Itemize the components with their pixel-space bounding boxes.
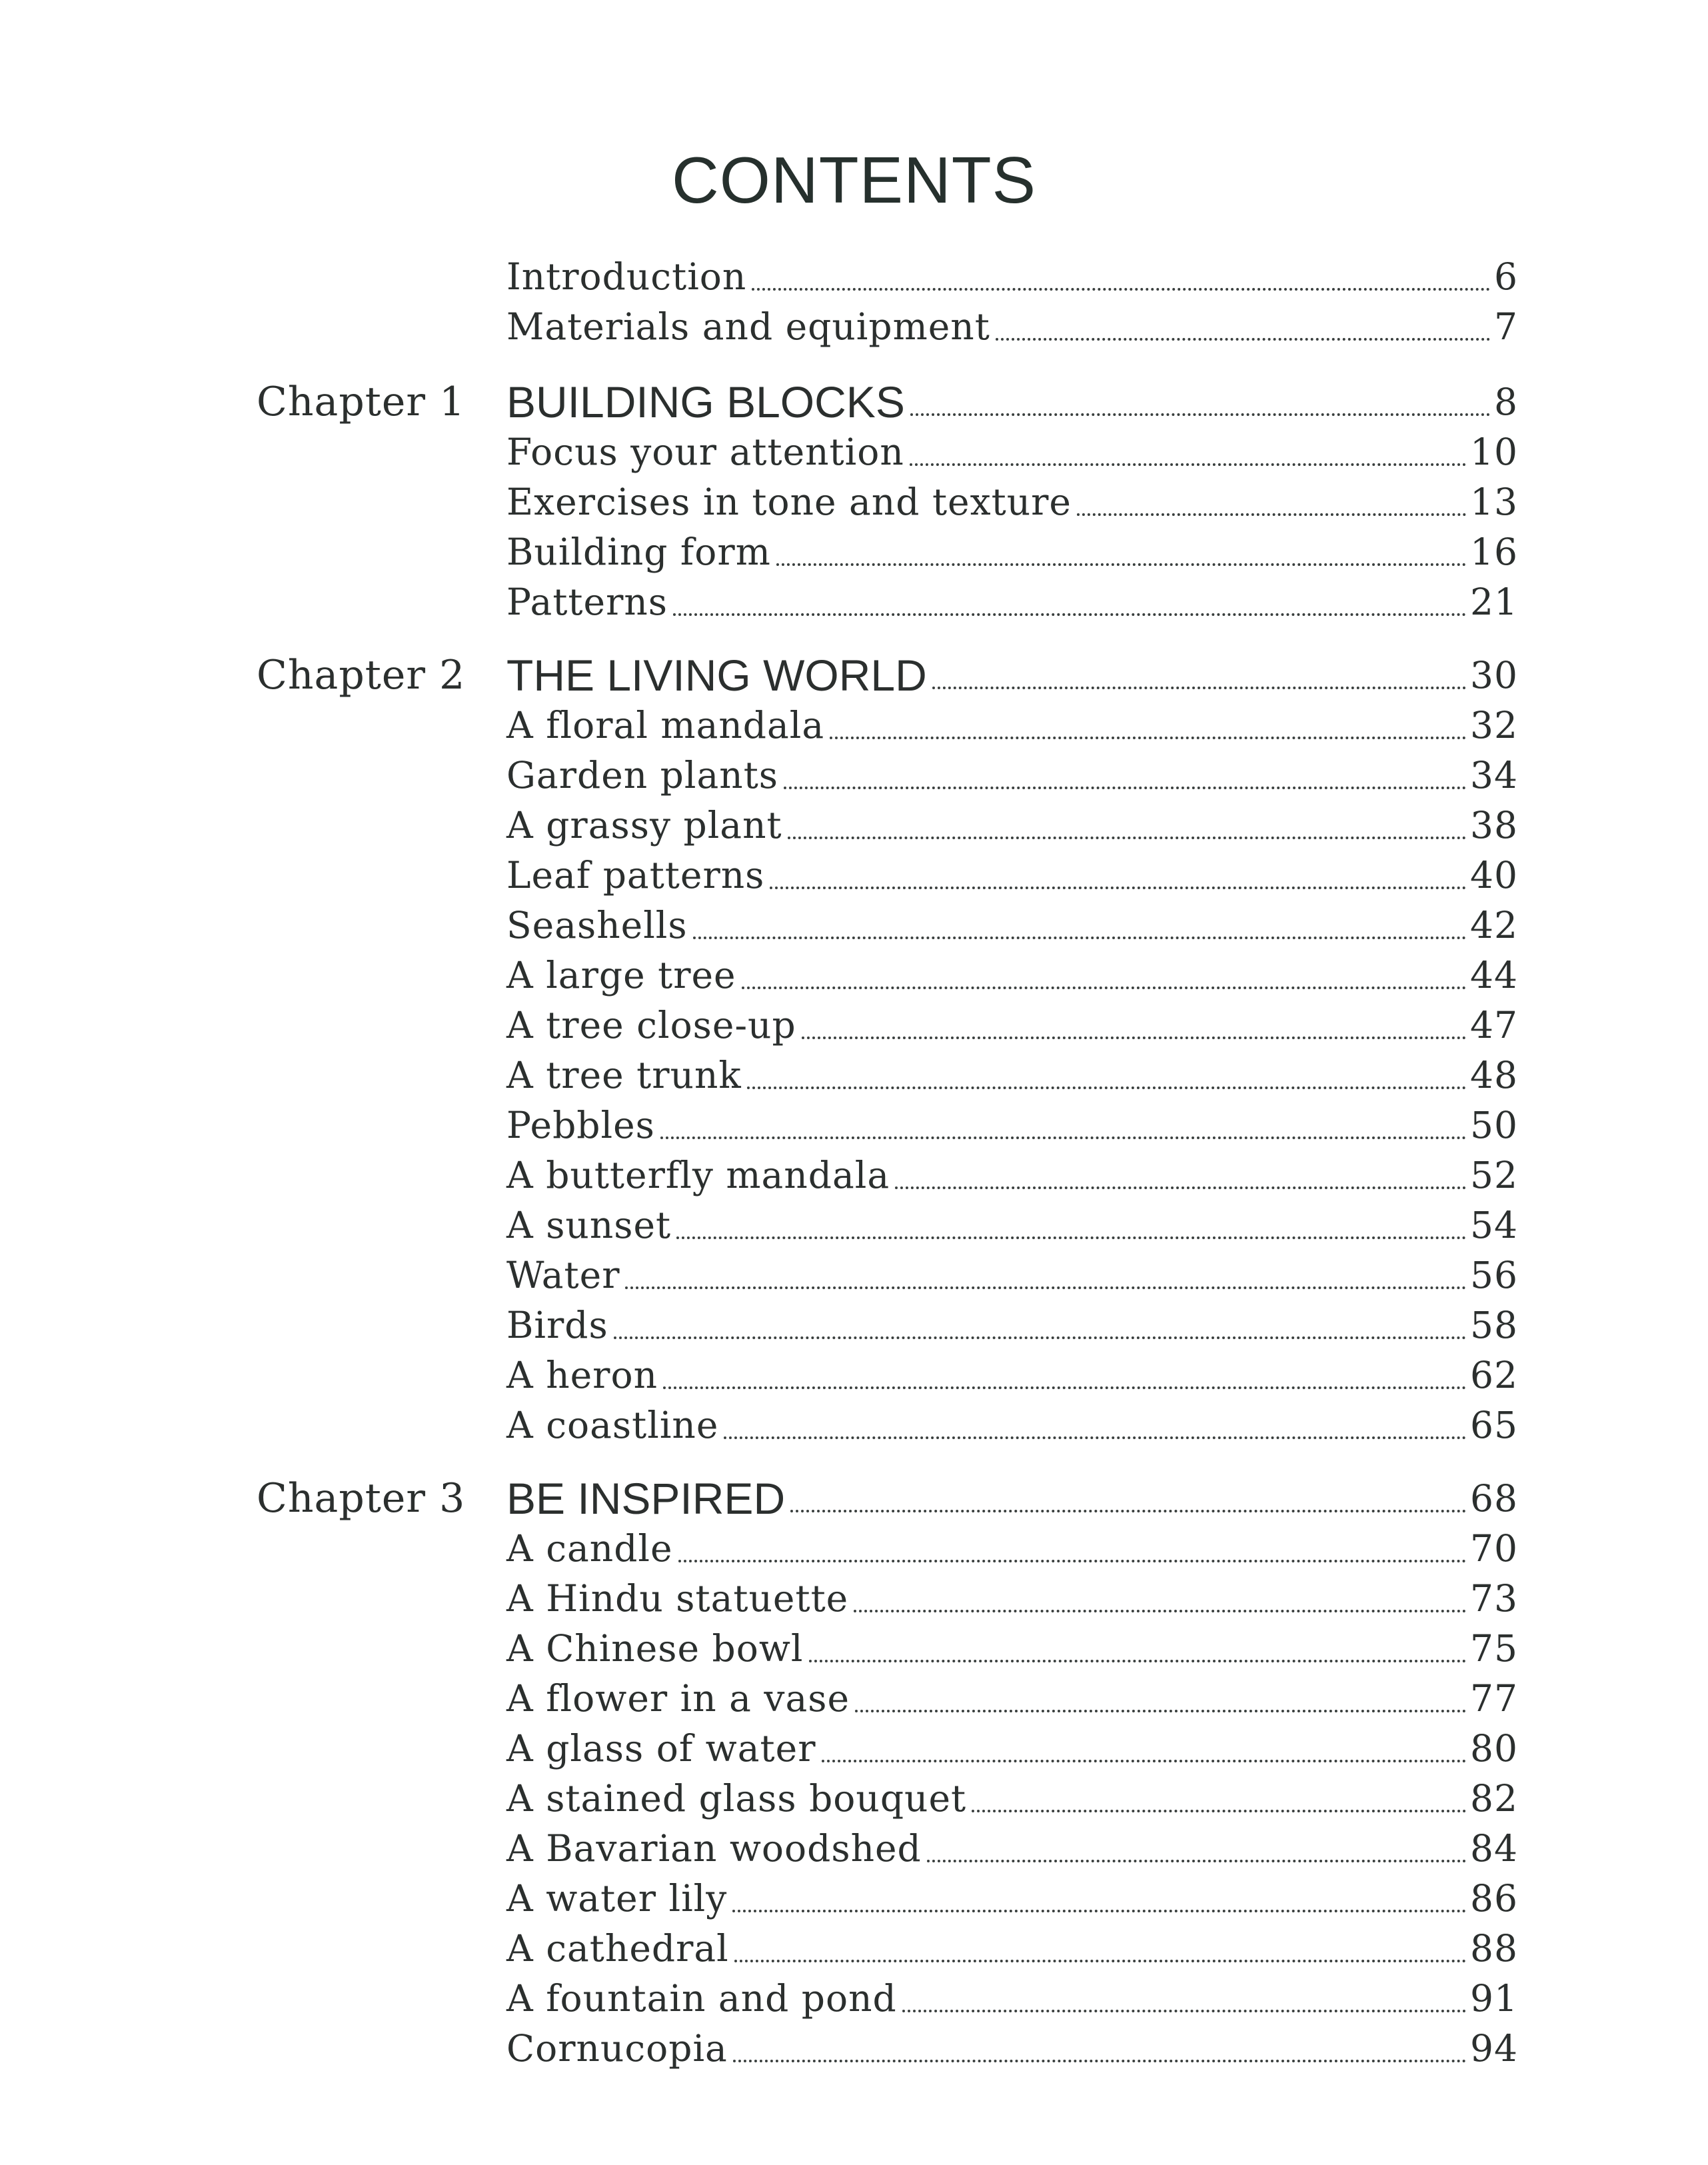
dot-leader bbox=[673, 613, 1466, 616]
entry-title: A stained glass bouquet bbox=[506, 1777, 967, 1820]
toc-entry[interactable] bbox=[506, 1300, 1518, 1350]
entry-title: A tree trunk bbox=[506, 1054, 742, 1096]
entry-page: 8 bbox=[1494, 381, 1518, 423]
entry-title: Introduction bbox=[506, 255, 747, 298]
entry-page: 44 bbox=[1470, 954, 1518, 997]
entry-title: Materials and equipment bbox=[506, 305, 990, 348]
dot-leader bbox=[734, 1960, 1466, 1962]
entry-page: 70 bbox=[1470, 1527, 1518, 1570]
toc-entry[interactable] bbox=[506, 427, 1518, 477]
entry-page: 88 bbox=[1470, 1927, 1518, 1970]
toc-entry[interactable] bbox=[506, 701, 1518, 751]
entry-title: Focus your attention bbox=[506, 431, 904, 473]
dot-leader bbox=[733, 2060, 1466, 2062]
entry-title: Leaf patterns bbox=[506, 854, 765, 897]
entry-page: 73 bbox=[1470, 1577, 1518, 1620]
entry-title: A Bavarian woodshed bbox=[506, 1827, 922, 1870]
toc-entry[interactable] bbox=[506, 1051, 1518, 1100]
dot-leader bbox=[676, 1236, 1466, 1239]
dot-leader bbox=[776, 563, 1466, 566]
page-title: CONTENTS bbox=[672, 143, 1036, 217]
entry-page: 52 bbox=[1470, 1154, 1518, 1196]
dot-leader bbox=[802, 1037, 1466, 1039]
entry-page: 65 bbox=[1470, 1404, 1518, 1446]
entry-title: Exercises in tone and texture bbox=[506, 481, 1072, 523]
dot-leader bbox=[724, 1436, 1466, 1439]
toc-entry[interactable] bbox=[506, 751, 1518, 801]
chapter-label: Chapter 2 bbox=[257, 652, 466, 699]
entry-page: 84 bbox=[1470, 1827, 1518, 1870]
entry-title: A sunset bbox=[506, 1204, 672, 1246]
entry-page: 75 bbox=[1470, 1627, 1518, 1670]
toc-entry[interactable] bbox=[506, 951, 1518, 1001]
dot-leader bbox=[747, 1086, 1466, 1089]
toc-entry[interactable] bbox=[506, 1200, 1518, 1250]
dot-leader bbox=[742, 987, 1466, 989]
dot-leader bbox=[614, 1336, 1466, 1339]
toc-entry[interactable] bbox=[506, 1824, 1518, 1874]
dot-leader bbox=[996, 338, 1490, 341]
dot-leader bbox=[902, 2010, 1466, 2012]
entry-title: A flower in a vase bbox=[506, 1677, 850, 1720]
dot-leader bbox=[732, 1910, 1466, 1912]
toc-entry[interactable] bbox=[506, 1400, 1518, 1450]
entry-title: A butterfly mandala bbox=[506, 1154, 890, 1196]
toc-entry[interactable] bbox=[506, 1674, 1518, 1724]
entry-page: 30 bbox=[1470, 654, 1518, 697]
entry-title: Birds bbox=[506, 1304, 608, 1346]
entry-page: 34 bbox=[1470, 754, 1518, 797]
entry-title: A floral mandala bbox=[506, 704, 825, 747]
entry-title: A large tree bbox=[506, 954, 736, 997]
toc-entry[interactable] bbox=[506, 1924, 1518, 1974]
dot-leader bbox=[678, 1560, 1466, 1562]
entry-page: 91 bbox=[1470, 1977, 1518, 2020]
toc-entry[interactable] bbox=[506, 1874, 1518, 1924]
entry-title: A candle bbox=[506, 1527, 673, 1570]
entry-title: A tree close-up bbox=[506, 1004, 796, 1047]
dot-leader bbox=[895, 1186, 1466, 1189]
toc-entry[interactable] bbox=[506, 1350, 1518, 1400]
entry-page: 48 bbox=[1470, 1054, 1518, 1096]
entry-page: 50 bbox=[1470, 1104, 1518, 1146]
entry-page: 68 bbox=[1470, 1477, 1518, 1520]
entry-title: Patterns bbox=[506, 581, 668, 623]
dot-leader bbox=[790, 1510, 1466, 1512]
entry-title: A water lily bbox=[506, 1877, 728, 1920]
entry-title: A fountain and pond bbox=[506, 1977, 897, 2020]
dot-leader bbox=[854, 1610, 1466, 1612]
toc-entry[interactable] bbox=[506, 527, 1518, 577]
toc-entry[interactable] bbox=[506, 1974, 1518, 2024]
entry-page: 10 bbox=[1470, 431, 1518, 473]
entry-page: 40 bbox=[1470, 854, 1518, 897]
dot-leader bbox=[809, 1660, 1466, 1662]
entry-page: 54 bbox=[1470, 1204, 1518, 1246]
entry-page: 82 bbox=[1470, 1777, 1518, 1820]
entry-title: A glass of water bbox=[506, 1727, 816, 1770]
dot-leader bbox=[770, 887, 1466, 889]
toc-entry[interactable] bbox=[506, 1100, 1518, 1150]
toc-entry[interactable] bbox=[506, 1724, 1518, 1774]
dot-leader bbox=[663, 1386, 1466, 1389]
toc-entry[interactable] bbox=[506, 1250, 1518, 1300]
toc-entry[interactable] bbox=[506, 477, 1518, 527]
dot-leader bbox=[972, 1810, 1466, 1812]
entry-page: 62 bbox=[1470, 1354, 1518, 1396]
entry-title: Garden plants bbox=[506, 754, 779, 797]
entry-page: 38 bbox=[1470, 804, 1518, 847]
dot-leader bbox=[910, 463, 1466, 466]
entry-title: A Hindu statuette bbox=[506, 1577, 849, 1620]
chapter-heading-entry[interactable] bbox=[506, 1474, 1518, 1524]
entry-page: 42 bbox=[1470, 904, 1518, 947]
dot-leader bbox=[927, 1860, 1466, 1862]
entry-title: Pebbles bbox=[506, 1104, 655, 1146]
dot-leader bbox=[660, 1136, 1466, 1139]
dot-leader bbox=[910, 413, 1490, 416]
entry-page: 21 bbox=[1470, 581, 1518, 623]
entry-title: Cornucopia bbox=[506, 2027, 728, 2070]
entry-title: Building form bbox=[506, 531, 771, 573]
toc-entry[interactable] bbox=[506, 1774, 1518, 1824]
dot-leader bbox=[855, 1710, 1466, 1712]
dot-leader bbox=[693, 937, 1466, 939]
entry-page: 80 bbox=[1470, 1727, 1518, 1770]
chapter-heading: THE LIVING WORLD bbox=[506, 651, 927, 700]
entry-page: 94 bbox=[1470, 2027, 1518, 2070]
dot-leader bbox=[788, 837, 1466, 839]
dot-leader bbox=[830, 737, 1466, 739]
entry-page: 86 bbox=[1470, 1877, 1518, 1920]
entry-title: A Chinese bowl bbox=[506, 1627, 804, 1670]
toc-entry[interactable] bbox=[506, 801, 1518, 851]
entry-page: 56 bbox=[1470, 1254, 1518, 1296]
toc-entry[interactable] bbox=[506, 1001, 1518, 1051]
dot-leader bbox=[784, 787, 1466, 789]
toc-entry[interactable] bbox=[506, 2024, 1518, 2074]
entry-title: A cathedral bbox=[506, 1927, 729, 1970]
chapter-heading-entry[interactable] bbox=[506, 651, 1518, 701]
entry-title: A heron bbox=[506, 1354, 658, 1396]
chapter-label: Chapter 1 bbox=[257, 379, 466, 425]
toc-entry[interactable] bbox=[506, 1524, 1518, 1574]
entry-page: 13 bbox=[1470, 481, 1518, 523]
toc-entry[interactable] bbox=[506, 1150, 1518, 1200]
entry-page: 7 bbox=[1494, 305, 1518, 348]
toc-entry[interactable] bbox=[506, 252, 1518, 302]
entry-page: 58 bbox=[1470, 1304, 1518, 1346]
entry-page: 32 bbox=[1470, 704, 1518, 747]
entry-title: A coastline bbox=[506, 1404, 719, 1446]
entry-page: 6 bbox=[1494, 255, 1518, 298]
entry-title: A grassy plant bbox=[506, 804, 782, 847]
toc-entry[interactable] bbox=[506, 302, 1518, 352]
entry-title: Water bbox=[506, 1254, 620, 1296]
entry-page: 47 bbox=[1470, 1004, 1518, 1047]
dot-leader bbox=[1077, 513, 1466, 516]
toc-entry[interactable] bbox=[506, 851, 1518, 901]
toc-entry[interactable] bbox=[506, 1574, 1518, 1624]
toc-entry[interactable] bbox=[506, 1624, 1518, 1674]
toc-entry[interactable] bbox=[506, 901, 1518, 951]
chapter-heading: BE INSPIRED bbox=[506, 1474, 786, 1523]
chapter-heading-entry[interactable] bbox=[506, 377, 1518, 427]
dot-leader bbox=[625, 1286, 1466, 1289]
chapter-heading: BUILDING BLOCKS bbox=[506, 377, 905, 427]
entry-title: Seashells bbox=[506, 904, 688, 947]
dot-leader bbox=[932, 687, 1466, 689]
toc-entry[interactable] bbox=[506, 577, 1518, 627]
dot-leader bbox=[752, 288, 1490, 291]
chapter-label: Chapter 3 bbox=[257, 1475, 466, 1522]
entry-page: 16 bbox=[1470, 531, 1518, 573]
dot-leader bbox=[822, 1760, 1467, 1762]
entry-page: 77 bbox=[1470, 1677, 1518, 1720]
